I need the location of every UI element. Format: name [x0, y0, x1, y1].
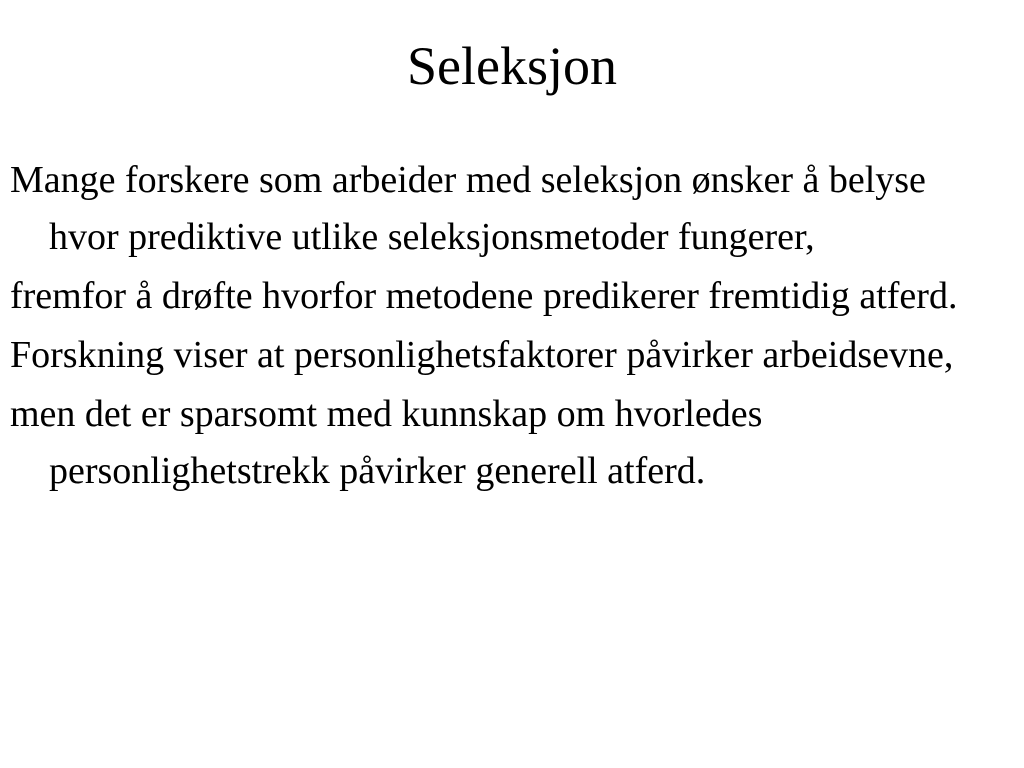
paragraph-3: Forskning viser at personlighetsfaktorer påvirker arbeidsevne, [10, 334, 954, 376]
paragraph-1: Mange forskere som arbeider med seleksjon ønsker å belyse hvor prediktive utlike seleksjonsmetoder fungerer, [10, 159, 926, 258]
paragraph-2: fremfor å drøfte hvorfor metodene predikerer fremtidig atferd. [10, 275, 958, 317]
paragraph-4: men det er sparsomt med kunnskap om hvorledes personlighetstrekk påvirker generell atferd. [10, 393, 763, 492]
slide-body [10, 152, 1000, 502]
slide-title: Seleksjon [407, 36, 617, 96]
